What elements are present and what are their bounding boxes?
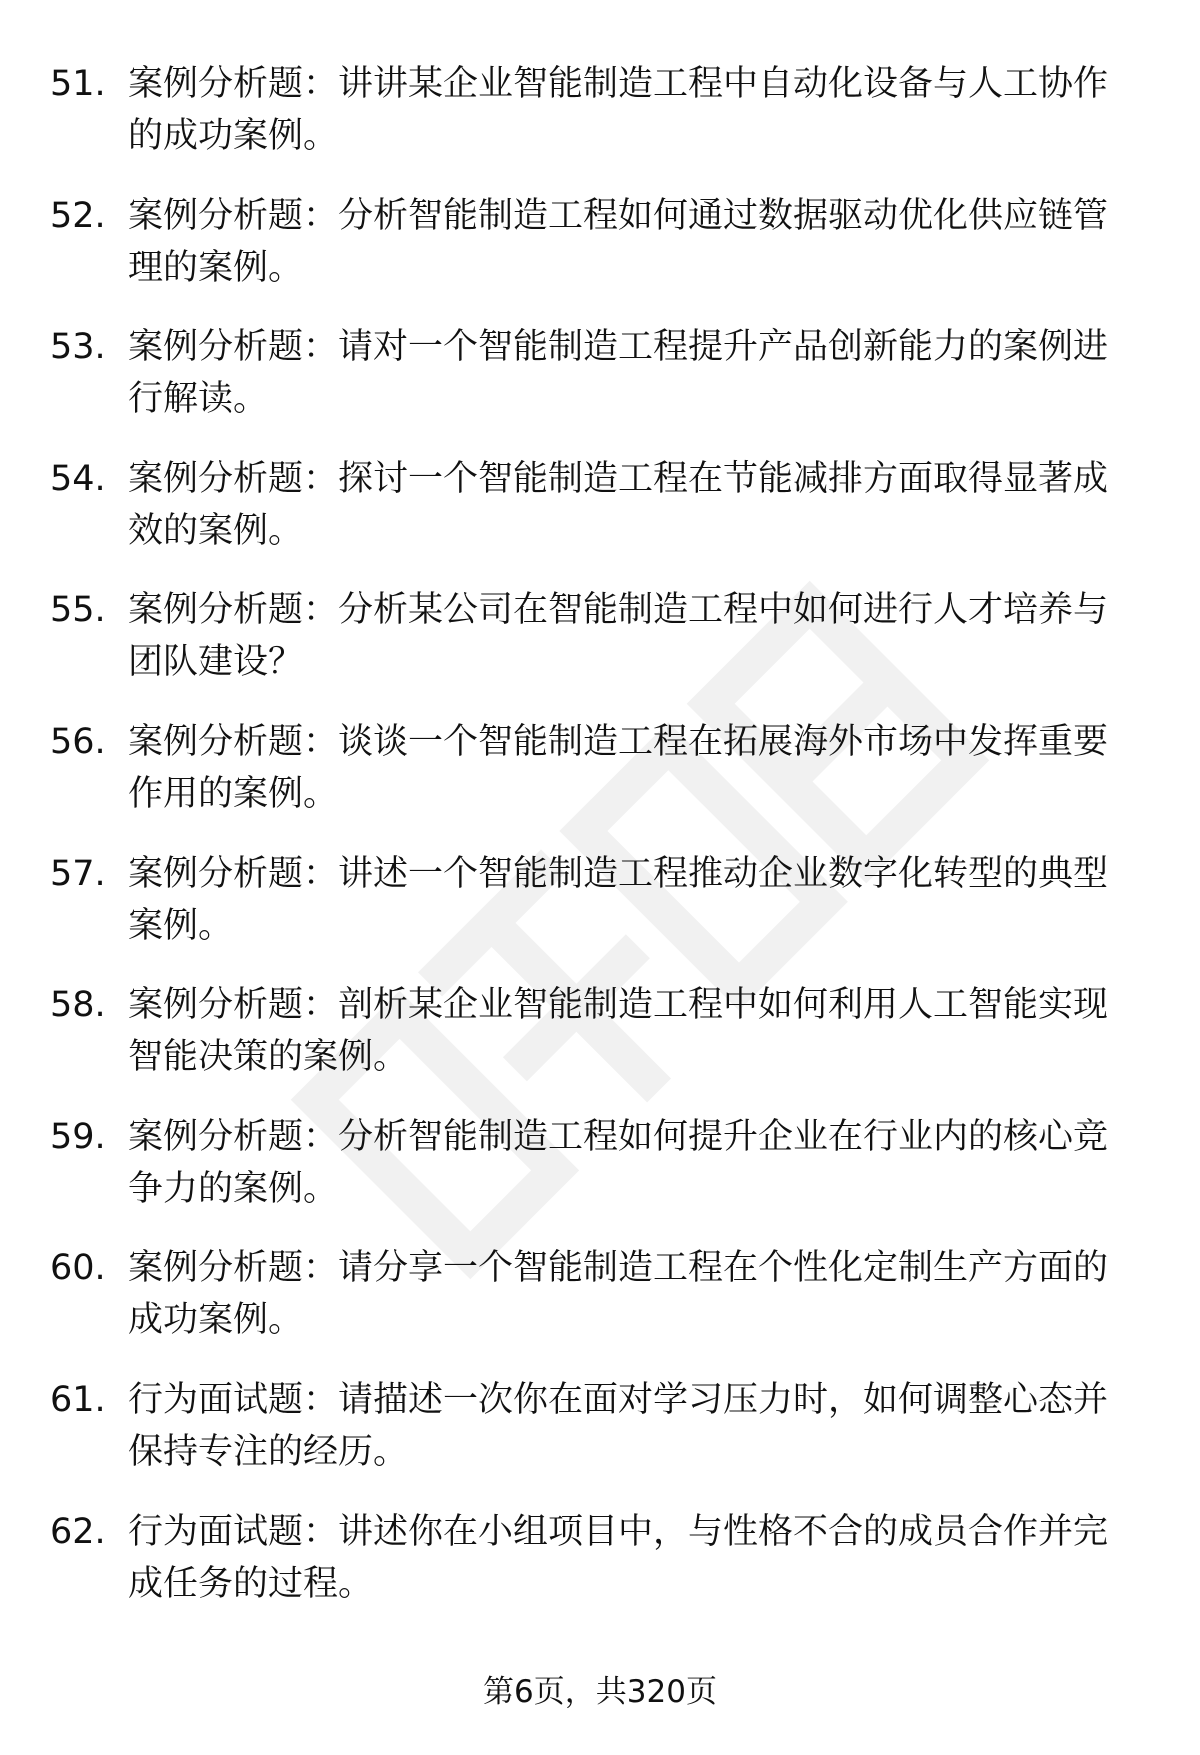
question-item [50,453,1150,585]
question-item [50,1111,1150,1243]
question-text: 行为面试题：讲述你在小组项目中，与性格不合的成员合作并完成任务的过程。 [128,1511,1109,1604]
question-number: 58. [50,985,106,1026]
question-text: 案例分析题：分析智能制造工程如何通过数据驱动优化供应链管理的案例。 [128,195,1109,288]
question-item [50,190,1150,322]
question-number: 56. [50,721,106,762]
question-text: 案例分析题：探讨一个智能制造工程在节能减排方面取得显著成效的案例。 [128,458,1109,551]
question-text: 案例分析题：剖析某企业智能制造工程中如何利用人工智能实现智能决策的案例。 [128,985,1109,1078]
question-number: 59. [50,1116,106,1157]
question-item [50,321,1150,453]
question-item [50,716,1150,848]
page-footer: 第6页，共320页 [483,1674,717,1710]
question-item [50,979,1150,1111]
question-number: 53. [50,327,106,368]
question-item [50,1374,1150,1506]
question-number: 57. [50,853,106,894]
question-list [50,58,1150,1637]
question-number: 54. [50,458,106,499]
question-text: 案例分析题：讲述一个智能制造工程推动企业数字化转型的典型案例。 [128,853,1109,946]
question-text: 案例分析题：谈谈一个智能制造工程在拓展海外市场中发挥重要作用的案例。 [128,721,1109,814]
question-text: 案例分析题：讲讲某企业智能制造工程中自动化设备与人工协作的成功案例。 [128,64,1109,156]
question-number: 60. [50,1248,106,1289]
question-text: 行为面试题：请描述一次你在面对学习压力时，如何调整心态并保持专注的经历。 [128,1379,1109,1472]
question-number: 51. [50,64,106,104]
question-number: 61. [50,1379,106,1420]
question-text: 案例分析题：分析某公司在智能制造工程中如何进行人才培养与团队建设？ [128,590,1109,683]
question-text: 案例分析题：分析智能制造工程如何提升企业在行业内的核心竞争力的案例。 [128,1116,1109,1209]
question-item [50,848,1150,980]
question-number: 55. [50,590,106,631]
question-item [50,584,1150,716]
question-item [50,58,1150,190]
question-number: 62. [50,1511,106,1552]
question-item [50,1242,1150,1374]
question-text: 案例分析题：请分享一个智能制造工程在个性化定制生产方面的成功案例。 [128,1248,1109,1341]
question-number: 52. [50,195,106,236]
question-item [50,1506,1150,1638]
question-text: 案例分析题：请对一个智能制造工程提升产品创新能力的案例进行解读。 [128,327,1109,420]
